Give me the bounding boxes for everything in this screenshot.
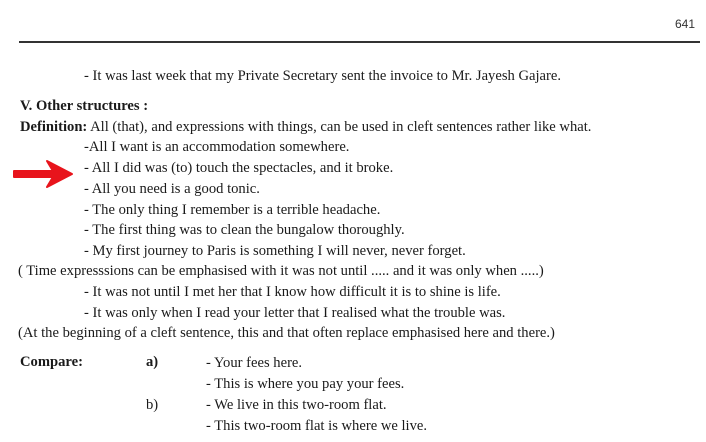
example-line: - The only thing I remember is a terrible headache. — [84, 202, 381, 218]
compare-line: - This two-room flat is where we live. — [206, 418, 428, 434]
red-arrow-shape — [14, 161, 72, 187]
compare-line: - This is where you pay your fees. — [206, 376, 405, 392]
time-example-line: - It was not until I met her that I know how difficult it is to shine is life. — [84, 284, 501, 300]
definition-text: All (that), and expressions with things, can be used in cleft sentences rather like what. — [87, 119, 592, 135]
compare-marker-b: b) — [146, 397, 159, 413]
definition-label: Definition: — [20, 119, 88, 135]
example-line: - All I did was (to) touch the spectacles, and it broke. — [84, 160, 394, 176]
definition — [20, 118, 591, 136]
cleft-note: (At the beginning of a cleft sentence, this and that often replace emphasised here and there.) — [18, 325, 555, 341]
time-example-line: - It was only when I read your letter that I realised what the trouble was. — [84, 305, 506, 321]
example-line: - My first journey to Paris is something I will never, never forget. — [84, 243, 466, 259]
compare-marker-a: a) — [146, 354, 159, 370]
section-title: V. Other structures : — [20, 98, 149, 114]
red-arrow-icon — [12, 156, 74, 192]
compare-line: - Your fees here. — [206, 355, 303, 371]
compare-line: - We live in this two-room flat. — [206, 397, 387, 413]
compare-label: Compare: — [20, 354, 83, 370]
example-line: - The first thing was to clean the bungalow thoroughly. — [84, 222, 405, 238]
example-line: - All you need is a good tonic. — [84, 181, 260, 197]
header-rule — [19, 41, 700, 43]
time-expression-note: ( Time expresssions can be emphasised with it was not until ..... and it was only when .....) — [18, 263, 544, 279]
page-number: 641 — [674, 17, 695, 31]
example-line: -All I want is an accommodation somewhere. — [84, 139, 350, 155]
intro-example: - It was last week that my Private Secretary sent the invoice to Mr. Jayesh Gajare. — [84, 68, 561, 84]
